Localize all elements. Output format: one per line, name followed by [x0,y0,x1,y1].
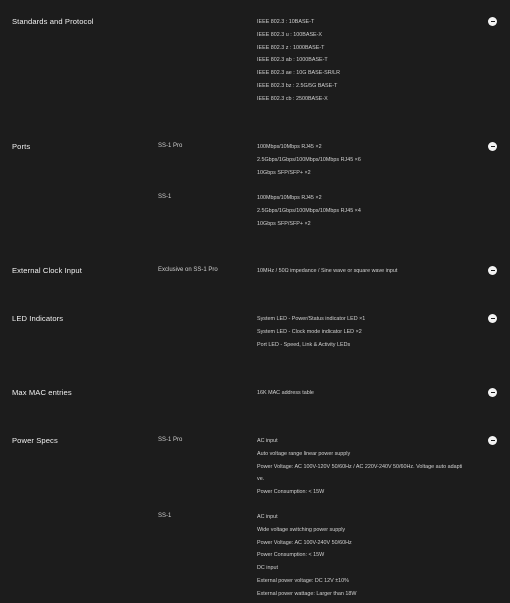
spec-values [257,315,365,353]
spec-line: 10MHz / 50Ω impedance / Sine wave or square wave input [257,268,398,274]
variant-label: SS-1 Pro [158,143,183,149]
spec-values [257,267,397,280]
spec-line: 16K MAC address table [257,390,314,396]
spec-line: 2.5Gbps/1Gbps/100Mbps/10Mbps RJ45 ×6 [257,156,361,163]
spec-title: Max MAC entries [12,388,72,397]
spec-values [257,437,462,501]
variant-label: SS-1 [158,194,172,200]
spec-line: External power wattage: Larger than 18W [257,590,357,597]
spec-line: IEEE 802.3 : 10BASE-T [257,19,315,25]
spec-line: IEEE 802.3 cb : 2500BASE-X [257,95,328,102]
spec-line: IEEE 802.3 ab : 1000BASE-T [257,57,328,64]
spec-title: Power Specs [12,436,58,445]
spec-line: AC input [257,438,278,444]
spec-values [257,389,314,402]
spec-line: External power voltage: DC 12V ±10% [257,577,349,584]
spec-values [257,513,356,603]
collapse-icon[interactable] [488,388,497,397]
spec-line: DC input [257,565,278,572]
collapse-icon[interactable] [488,142,497,151]
spec-line: 100Mbps/10Mbps RJ45 ×2 [257,144,322,150]
collapse-icon[interactable] [488,436,497,445]
collapse-icon[interactable] [488,17,497,26]
spec-line: 2.5Gbps/1Gbps/100Mbps/10Mbps RJ45 ×4 [257,207,361,214]
spec-title: Ports [12,142,31,151]
variant-label: SS-1 Pro [158,437,183,443]
collapse-icon[interactable] [488,314,497,323]
spec-line: 100Mbps/10Mbps RJ45 ×2 [257,195,322,201]
spec-title: External Clock Input [12,266,82,275]
spec-line: Power Voltage: AC 100V-120V 50/60Hz / AC 220V-240V 50/60Hz. Voltage auto adapti [257,463,463,470]
spec-values [257,18,340,108]
variant-label: Exclusive on SS-1 Pro [158,267,218,273]
spec-line: Power Consumption: < 15W [257,489,325,496]
spec-title: LED Indicators [12,314,64,323]
spec-line: IEEE 802.3 z : 1000BASE-T [257,44,325,51]
spec-line: IEEE 802.3 bz : 2.5G/5G BASE-T [257,82,338,89]
spec-line: ve. [257,476,265,483]
collapse-icon[interactable] [488,266,497,275]
spec-line: Auto voltage range linear power supply [257,450,351,457]
spec-values [257,194,361,232]
spec-line: Port LED - Speed, Link & Activity LEDs [257,341,351,348]
spec-line: IEEE 802.3 ae : 10G BASE-SR/LR [257,70,340,77]
spec-line: Power Consumption: < 15W [257,552,325,559]
spec-line: 10Gbps SFP/SFP+ ×2 [257,169,311,176]
spec-line: Wide voltage switching power supply [257,526,346,533]
spec-line: Power Voltage: AC 100V-240V 50/60Hz [257,539,352,546]
spec-values [257,143,361,181]
spec-line: AC input [257,514,278,520]
spec-line: IEEE 802.3 u : 100BASE-X [257,31,323,38]
spec-line: 10Gbps SFP/SFP+ ×2 [257,220,311,227]
spec-line: System LED - Power/Status indicator LED ×1 [257,316,366,322]
variant-label: SS-1 [158,513,172,519]
spec-line: System LED - Clock mode indicator LED ×2 [257,328,362,335]
spec-title: Standards and Protocol [12,17,94,26]
